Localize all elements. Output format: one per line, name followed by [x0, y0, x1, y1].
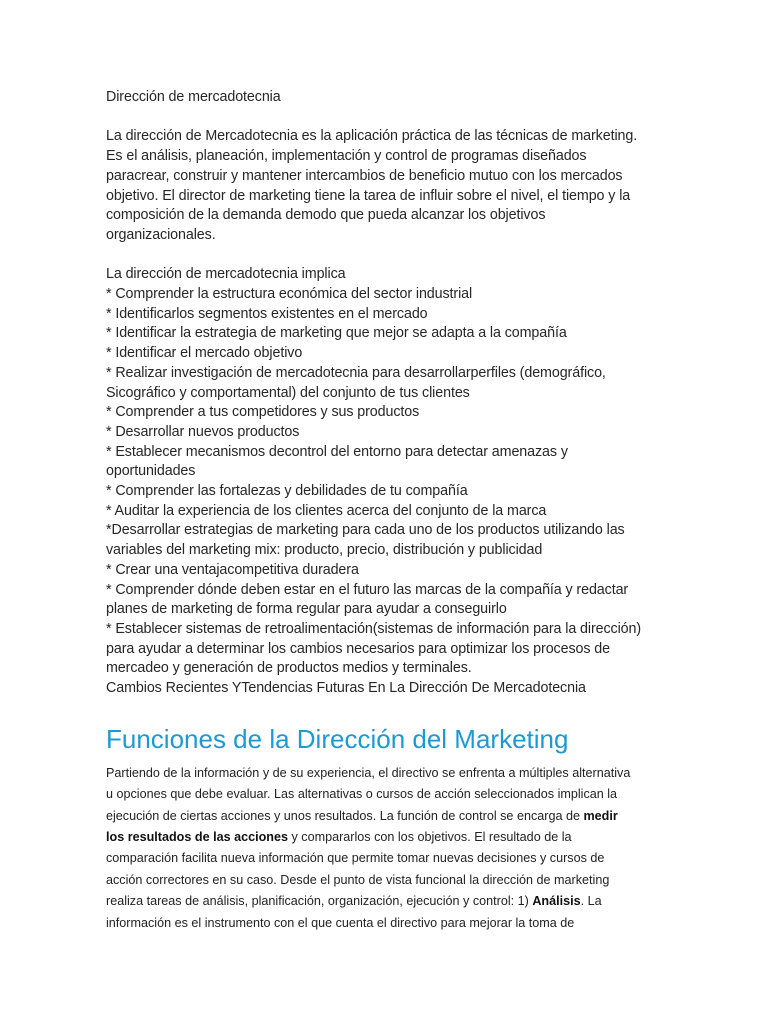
list-line: planes de marketing de forma regular para ayudar a conseguirlo — [106, 601, 507, 618]
body-text: . La — [580, 894, 602, 909]
list-line: * Desarrollar nuevos productos — [106, 423, 300, 440]
intro-line: paracrear, construir y mantener intercambios de beneficio mutuo con los mercados — [106, 167, 623, 184]
body-line — [106, 827, 666, 848]
body-line: acción correctores en su caso. Desde el punto de vista funcional la dirección de marketing — [106, 872, 610, 887]
body-line: u opciones que debe evaluar. Las alternativas o cursos de acción seleccionados implican la — [106, 787, 618, 802]
list-line: * Establecer sistemas de retroalimentación(sistemas de información para la dirección) — [106, 620, 642, 637]
list-line: * Identificarlos segmentos existentes en el mercado — [106, 305, 428, 322]
intro-line: Es el análisis, planeación, implementación y control de programas diseñados — [106, 148, 587, 165]
section-heading: Funciones de la Dirección del Marketing — [106, 723, 569, 754]
list-line: variables del marketing mix: producto, precio, distribución y publicidad — [106, 542, 543, 559]
section-body — [106, 763, 666, 934]
body-text: y compararlos con los objetivos. El resultado de la — [288, 829, 572, 844]
list-line: para ayudar a determinar los cambios necesarios para optimizar los procesos de — [106, 640, 610, 657]
list-line: * Establecer mecanismos decontrol del entorno para detectar amenazas y — [106, 443, 568, 460]
list-line: * Identificar el mercado objetivo — [106, 345, 303, 362]
list-line: * Comprender las fortalezas y debilidades de tu compañía — [106, 483, 468, 500]
intro-line: objetivo. El director de marketing tiene la tarea de influir sobre el nivel, el tiempo y la — [106, 187, 631, 204]
list-line: Cambios Recientes YTendencias Futuras En La Dirección De Mercadotecnia — [106, 680, 586, 697]
body-text: realiza tareas de análisis, planificación, organización, ejecución y control: 1) — [106, 894, 533, 909]
body-line: comparación facilita nueva información que permite tomar nuevas decisiones y cursos de — [106, 851, 605, 866]
bold-text: los resultados de las acciones — [106, 829, 288, 844]
spacer — [106, 108, 666, 128]
list-line: * Comprender la estructura económica del sector industrial — [106, 286, 473, 302]
body-line — [106, 891, 666, 912]
intro-line: composición de la demanda demodo que pueda alcanzar los objetivos — [106, 207, 546, 224]
list-line: * Crear una ventajacompetitiva duradera — [106, 561, 359, 578]
list-line: * Identificar la estrategia de marketing que mejor se adapta a la compañía — [106, 325, 567, 342]
intro-line: organizacionales. — [106, 226, 216, 243]
list-line: La dirección de mercadotecnia implica — [106, 266, 346, 283]
list-line: * Realizar investigación de mercadotecnia para desarrollarperfiles (demográfico, — [106, 364, 606, 381]
document-title: Dirección de mercadotecnia — [106, 89, 281, 105]
list-line: * Auditar la experiencia de los clientes acerca del conjunto de la marca — [106, 502, 547, 519]
body-line — [106, 806, 666, 827]
list-line: mercadeo y generación de productos medios y terminales. — [106, 660, 472, 677]
spacer — [106, 246, 666, 266]
list-line: *Desarrollar estrategias de marketing para cada uno de los productos utilizando las — [106, 522, 625, 539]
intro-line: La dirección de Mercadotecnia es la aplicación práctica de las técnicas de marketing. — [106, 128, 638, 145]
list-line: Sicográfico y comportamental) del conjunto de tus clientes — [106, 384, 470, 401]
body-line: Partiendo de la información y de su experiencia, el directivo se enfrenta a múltiples alternativa — [106, 765, 631, 780]
body-text: ejecución de ciertas acciones y unos resultados. La función de control se encarga de — [106, 808, 584, 823]
text-block — [106, 88, 666, 699]
document-page — [106, 88, 666, 934]
bold-text: Análisis — [532, 894, 581, 909]
list-line: oportunidades — [106, 463, 196, 480]
body-line: información es el instrumento con el que cuenta el directivo para mejorar la toma de — [106, 915, 575, 930]
list-line: * Comprender a tus competidores y sus productos — [106, 404, 420, 421]
list-line: * Comprender dónde deben estar en el futuro las marcas de la compañía y redactar — [106, 581, 629, 598]
bold-text: medir — [583, 808, 618, 823]
